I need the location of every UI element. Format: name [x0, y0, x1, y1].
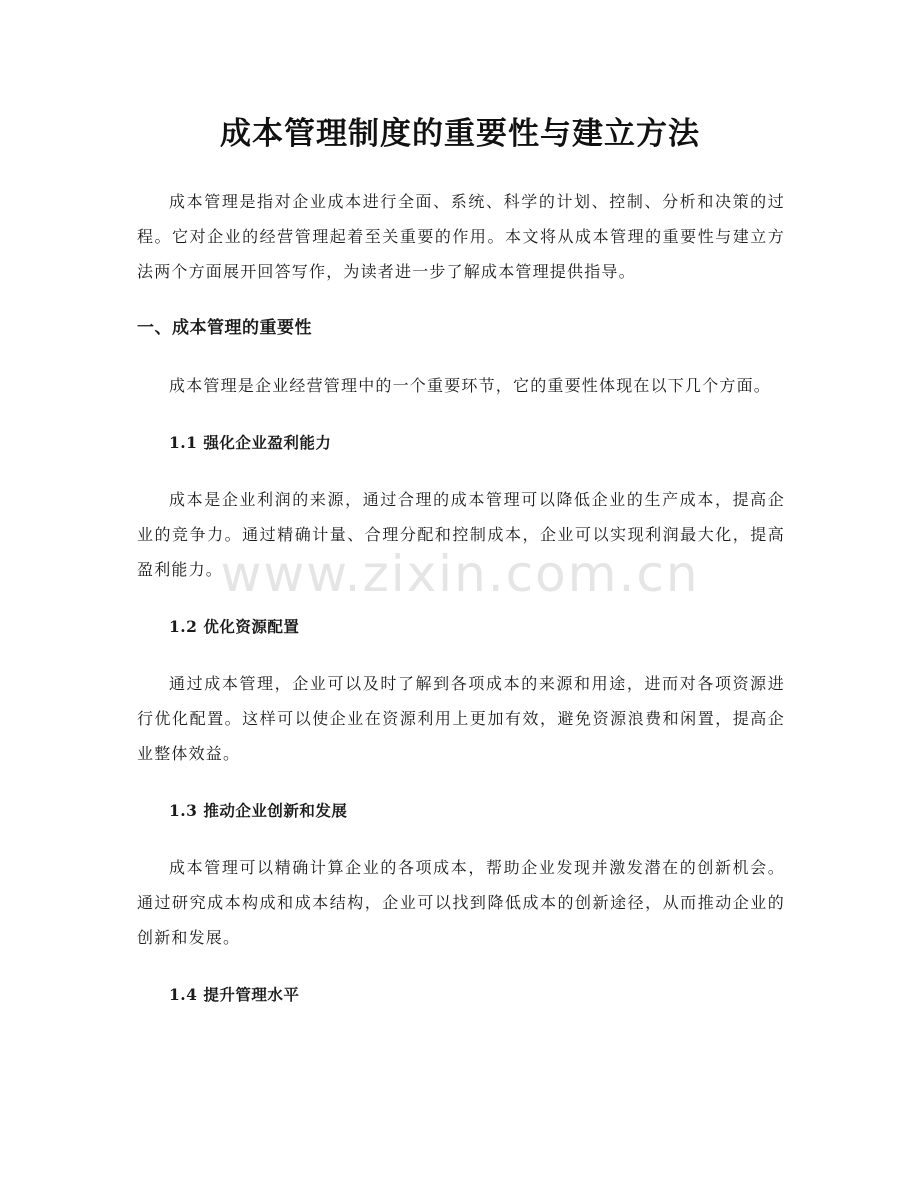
section-heading-importance: 一、成本管理的重要性 [137, 318, 312, 338]
paragraph-1-3: 成本管理可以精确计算企业的各项成本，帮助企业发现并激发潜在的创新机会。通过研究成本构成和成本结构，企业可以找到降低成本的创新途径，从而推动企业的创新和发展。 [137, 858, 785, 947]
subheading-1-4: 1.4 提升管理水平 [169, 985, 300, 1004]
section-lead-paragraph: 成本管理是企业经营管理中的一个重要环节，它的重要性体现在以下几个方面。 [169, 376, 772, 395]
paragraph-1-2: 通过成本管理，企业可以及时了解到各项成本的来源和用途，进而对各项资源进行优化配置。这样可以使企业在资源利用上更加有效，避免资源浪费和闲置，提高企业整体效益。 [137, 674, 785, 763]
document-title: 成本管理制度的重要性与建立方法 [220, 116, 700, 152]
intro-paragraph: 成本管理是指对企业成本进行全面、系统、科学的计划、控制、分析和决策的过程。它对企业的经营管理起着至关重要的作用。本文将从成本管理的重要性与建立方法两个方面展开回答写作，为读者进一步了解成本管理提供指导。 [137, 192, 785, 281]
subheading-1-1: 1.1 强化企业盈利能力 [169, 433, 332, 452]
subheading-1-2: 1.2 优化资源配置 [169, 617, 300, 636]
document-body [137, 184, 785, 1012]
paragraph-1-1: 成本是企业利润的来源，通过合理的成本管理可以降低企业的生产成本，提高企业的竞争力。通过精确计量、合理分配和控制成本，企业可以实现利润最大化，提高盈利能力。 [137, 490, 785, 579]
subheading-1-3: 1.3 推动企业创新和发展 [169, 801, 348, 820]
watermark: www.zixin.com.cn [220, 545, 700, 603]
